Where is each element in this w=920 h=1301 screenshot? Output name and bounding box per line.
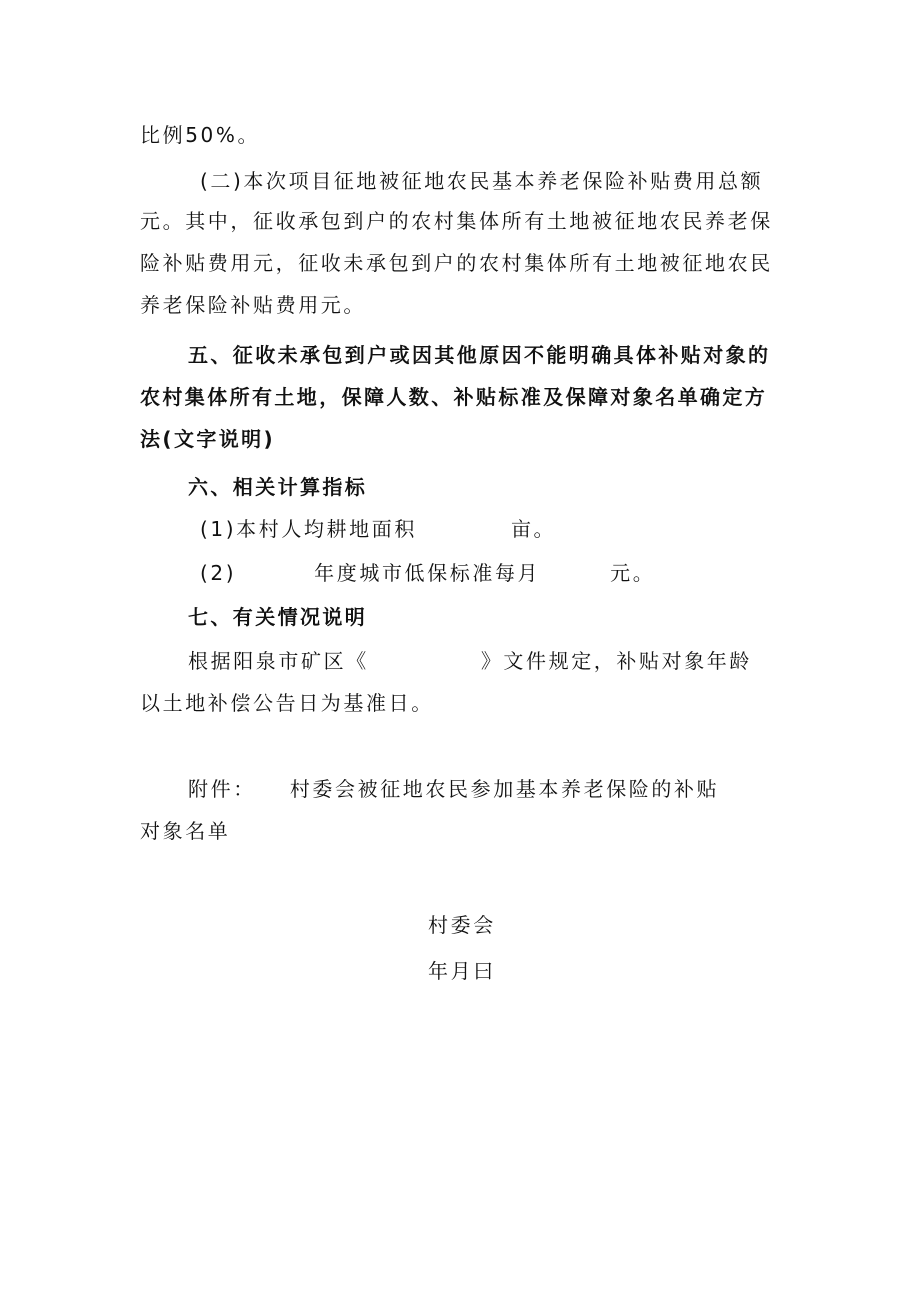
section5-heading-line2: 农村集体所有土地，保障人数、补贴标准及保障对象名单确定方: [140, 385, 768, 409]
section6-item2-unit: 元。: [610, 561, 656, 585]
section6-item1: [200, 514, 556, 544]
section5-heading-line3: 法(文字说明): [140, 427, 276, 451]
section7-line1: [188, 646, 752, 676]
section5-heading-line1: 五、征收未承包到户或因其他原因不能明确具体补贴对象的: [188, 343, 771, 367]
section6-item1-unit: 亩。: [510, 517, 557, 541]
attachment-title: 村委会被征地农民参加基本养老保险的补贴: [289, 777, 720, 801]
section4-item2-line1: (二)本次项目征地被征地农民基本养老保险补贴费用总额: [200, 169, 764, 193]
section7-heading: 七、有关情况说明: [188, 605, 368, 629]
signature-date: 年月曰: [428, 959, 496, 983]
section7-line1-end: 》文件规定，补贴对象年龄: [480, 649, 753, 673]
attachment-line2: 对象名单: [140, 819, 231, 843]
section6-item2-text: 年度城市低保标准每月: [314, 561, 541, 585]
attachment-label: 附件：: [188, 777, 256, 801]
section4-item2-line4: 养老保险补贴费用元。: [140, 293, 366, 317]
signature-org: 村委会: [428, 913, 496, 937]
section4-continuation: 比例50%。: [140, 123, 261, 147]
section7-line1-start: 根据阳泉市矿区《: [188, 649, 369, 673]
section4-item2-line2: 元。其中，征收承包到户的农村集体所有土地被征地农民养老保: [140, 209, 773, 233]
section6-heading: 六、相关计算指标: [188, 475, 368, 499]
section4-item2-line3: 险补贴费用元，征收未承包到户的农村集体所有土地被征地农民: [140, 251, 773, 275]
section7-line2: 以土地补偿公告日为基准日。: [140, 691, 434, 715]
section6-item2: [200, 558, 655, 588]
section6-item1-label: (1)本村人均耕地面积: [200, 517, 417, 541]
attachment-line1: [188, 774, 719, 804]
section6-item2-label: (2): [200, 561, 237, 585]
